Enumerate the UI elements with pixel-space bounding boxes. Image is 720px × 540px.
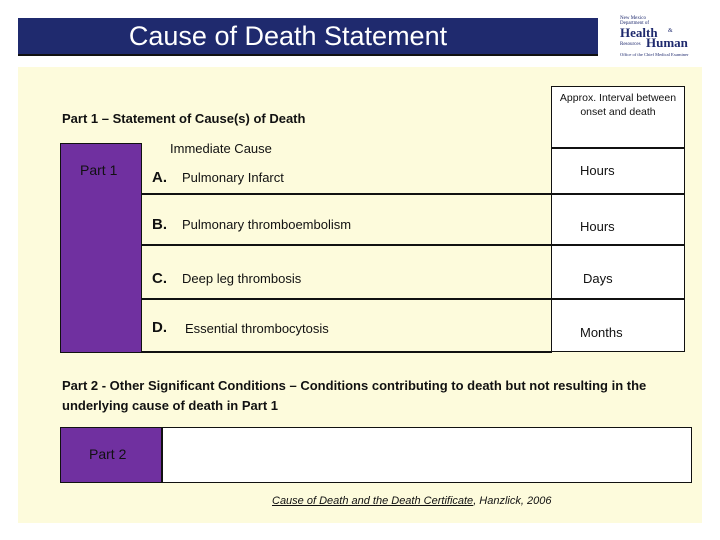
part1-heading: Part 1 – Statement of Cause(s) of Death — [62, 111, 306, 126]
logo-resources-text: Resources — [620, 42, 641, 47]
agency-logo — [618, 14, 700, 60]
interval-value-b: Hours — [580, 219, 615, 234]
cause-text-d: Essential thrombocytosis — [185, 321, 329, 336]
citation-title: Cause of Death and the Death Certificate — [272, 495, 474, 507]
cause-line-a — [142, 193, 552, 195]
interval-divider-c — [551, 298, 685, 300]
title-bar — [18, 18, 598, 56]
page-title: Cause of Death Statement — [128, 20, 448, 51]
citation-author-year: , Hanzlick, 2006 — [473, 495, 552, 507]
cause-text-c: Deep leg thrombosis — [182, 271, 302, 286]
interval-value-d: Months — [580, 325, 623, 340]
logo-human-text: Human — [646, 35, 688, 50]
part2-label: Part 2 — [89, 446, 127, 462]
interval-divider-a — [551, 193, 685, 195]
citation — [272, 495, 551, 507]
interval-value-a: Hours — [580, 163, 615, 178]
logo-division-text: Office of the Chief Medical Examiner — [620, 52, 689, 57]
interval-column — [551, 86, 685, 352]
logo-top-text: New Mexico Department of — [620, 16, 650, 26]
interval-divider-b — [551, 244, 685, 246]
logo-health-text: Health — [620, 25, 658, 40]
cause-letter-b: B. — [152, 216, 167, 233]
part2-heading: Part 2 - Other Significant Conditions – Conditions contributing to death but not resulting in the underlying cause of death in Part 1 — [62, 378, 647, 413]
cause-text-b: Pulmonary thromboembolism — [182, 217, 352, 232]
cause-line-d — [142, 351, 552, 353]
interval-divider — [551, 147, 685, 149]
interval-header: Approx. Interval between onset and death — [559, 92, 677, 118]
immediate-cause-label: Immediate Cause — [170, 141, 272, 156]
logo-ampersand: & — [668, 28, 673, 34]
cause-letter-d: D. — [152, 319, 167, 336]
cause-text-a: Pulmonary Infarct — [182, 170, 284, 185]
part1-label: Part 1 — [80, 162, 118, 178]
cause-line-c — [142, 298, 552, 300]
cause-line-b — [142, 244, 552, 246]
cause-letter-a: A. — [152, 169, 167, 186]
part2-conditions-field — [162, 427, 692, 483]
interval-value-c: Days — [583, 271, 613, 286]
cause-letter-c: C. — [152, 270, 167, 287]
